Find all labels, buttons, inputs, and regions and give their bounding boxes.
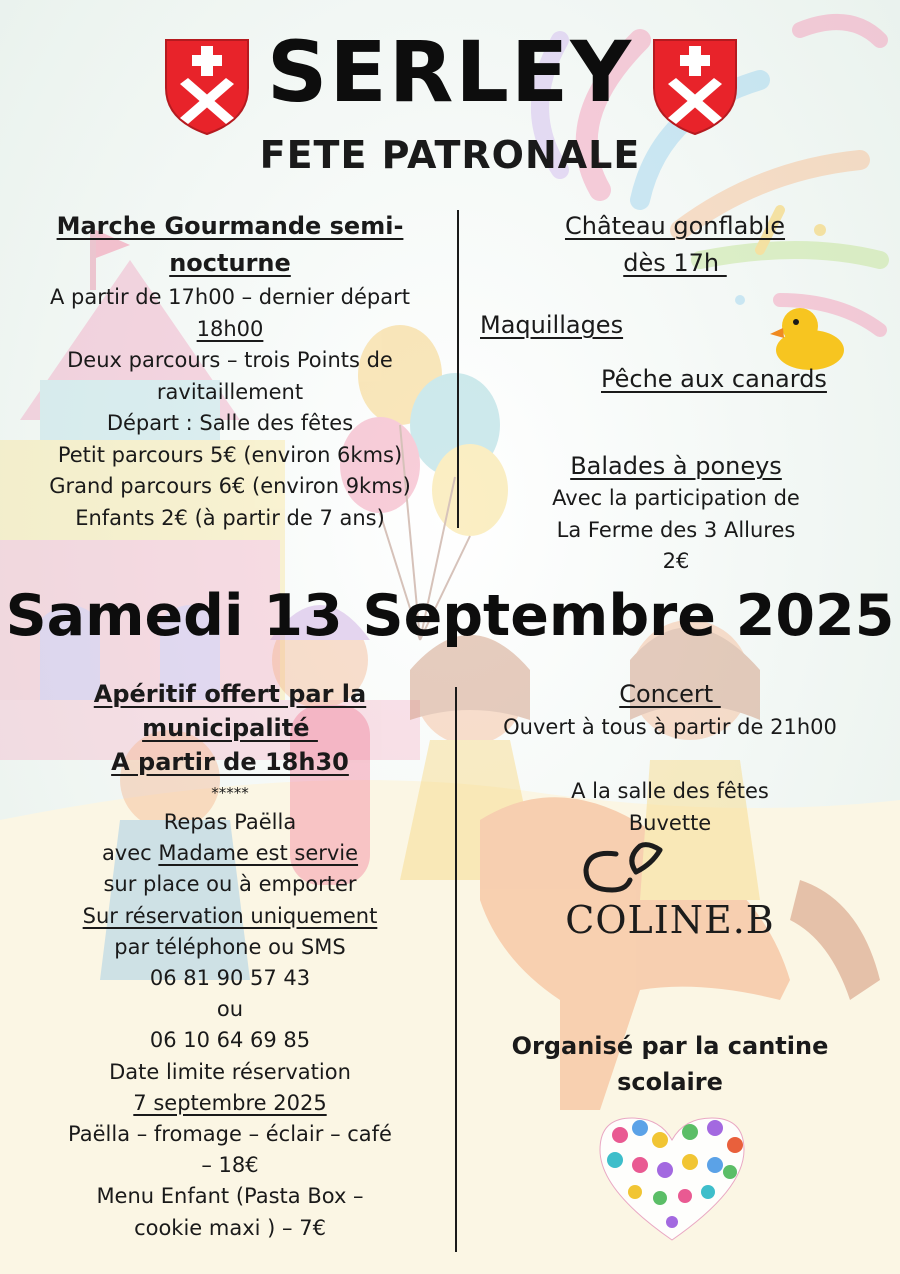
deadline-date: 7 septembre 2025 (133, 1090, 327, 1115)
spacer (480, 743, 860, 775)
event-date: Samedi 13 Septembre 2025 (5, 583, 895, 649)
caterer-name: Madame est servie (158, 841, 359, 866)
coat-of-arms-icon (650, 36, 740, 136)
marche-heading: nocturne (169, 249, 291, 277)
page-title: SERLEY (266, 23, 634, 121)
organizer-section (480, 1028, 860, 1100)
aperitif-time: A partir de 18h30 (111, 748, 349, 776)
contact-line: par téléphone ou SMS (114, 934, 346, 959)
chateau-heading: Château gonflable (564, 212, 786, 240)
balades-poneys-section (500, 449, 852, 578)
menu-line: Menu Enfant (Pasta Box – (96, 1184, 364, 1209)
aperitif-section (30, 677, 430, 1244)
reservation-notice: Sur réservation uniquement (82, 903, 378, 928)
aperitif-heading: Apéritif offert par la (93, 680, 367, 708)
balades-heading: Balades à poneys (570, 452, 782, 480)
balades-line: La Ferme des 3 Allures (556, 517, 796, 542)
menu-line: Paëlla – fromage – éclair – café (68, 1122, 392, 1147)
concert-heading: Concert (619, 680, 721, 708)
marche-line: Départ : Salle des fêtes (106, 411, 354, 435)
marche-last-departure: 18h00 (196, 316, 264, 341)
caterer-line (30, 838, 430, 869)
organizer-line: scolaire (617, 1068, 723, 1096)
marche-time: A partir de 17h00 – dernier départ (50, 285, 410, 309)
organizer-line: Organisé par la cantine (511, 1032, 829, 1060)
caterer-prefix: avec (101, 841, 159, 866)
coline-b-logo (560, 836, 800, 956)
separator: ***** (211, 784, 249, 802)
concert-section (480, 677, 860, 839)
concert-location: A la salle des fêtes (571, 779, 769, 803)
balades-line: Avec la participation de (552, 486, 800, 510)
deadline-label: Date limite réservation (109, 1059, 351, 1084)
marche-line: Deux parcours – trois Points de (67, 348, 393, 372)
column-divider (455, 687, 457, 1252)
column-divider (457, 210, 459, 528)
concert-line: Ouvert à tous à partir de 21h00 (503, 715, 837, 739)
repas-label: Repas Paëlla (163, 810, 297, 834)
chateau-gonflable-section (500, 208, 850, 282)
phone-number: 06 10 64 69 85 (149, 1028, 311, 1053)
phone-number: 06 81 90 57 43 (149, 966, 311, 991)
marche-line: Enfants 2€ (à partir de 7 ans) (75, 505, 385, 530)
menu-line: – 18€ (201, 1153, 259, 1178)
peche-aux-canards-label: Pêche aux canards (601, 365, 827, 393)
balades-price: 2€ (662, 549, 690, 573)
menu-line: cookie maxi ) – 7€ (134, 1215, 326, 1240)
marche-gourmande-section (30, 208, 430, 534)
marche-line: Petit parcours 5€ (environ 6kms) (57, 442, 403, 467)
marche-line: Grand parcours 6€ (environ 9kms) (49, 474, 411, 498)
buvette-label: Buvette (628, 811, 712, 835)
page-subtitle: FETE PATRONALE (259, 133, 641, 177)
coat-of-arms-icon (162, 36, 252, 136)
aperitif-heading: municipalité (142, 714, 318, 742)
marche-line: ravitaillement (156, 379, 304, 404)
chateau-time: dès 17h (623, 249, 727, 277)
contact-line: ou (216, 997, 244, 1022)
maquillages-label: Maquillages (480, 311, 624, 339)
coline-b-wordmark: COLINE.B (565, 898, 775, 942)
repas-line: sur place ou à emporter (103, 872, 357, 897)
marche-heading: Marche Gourmande semi- (56, 212, 404, 240)
